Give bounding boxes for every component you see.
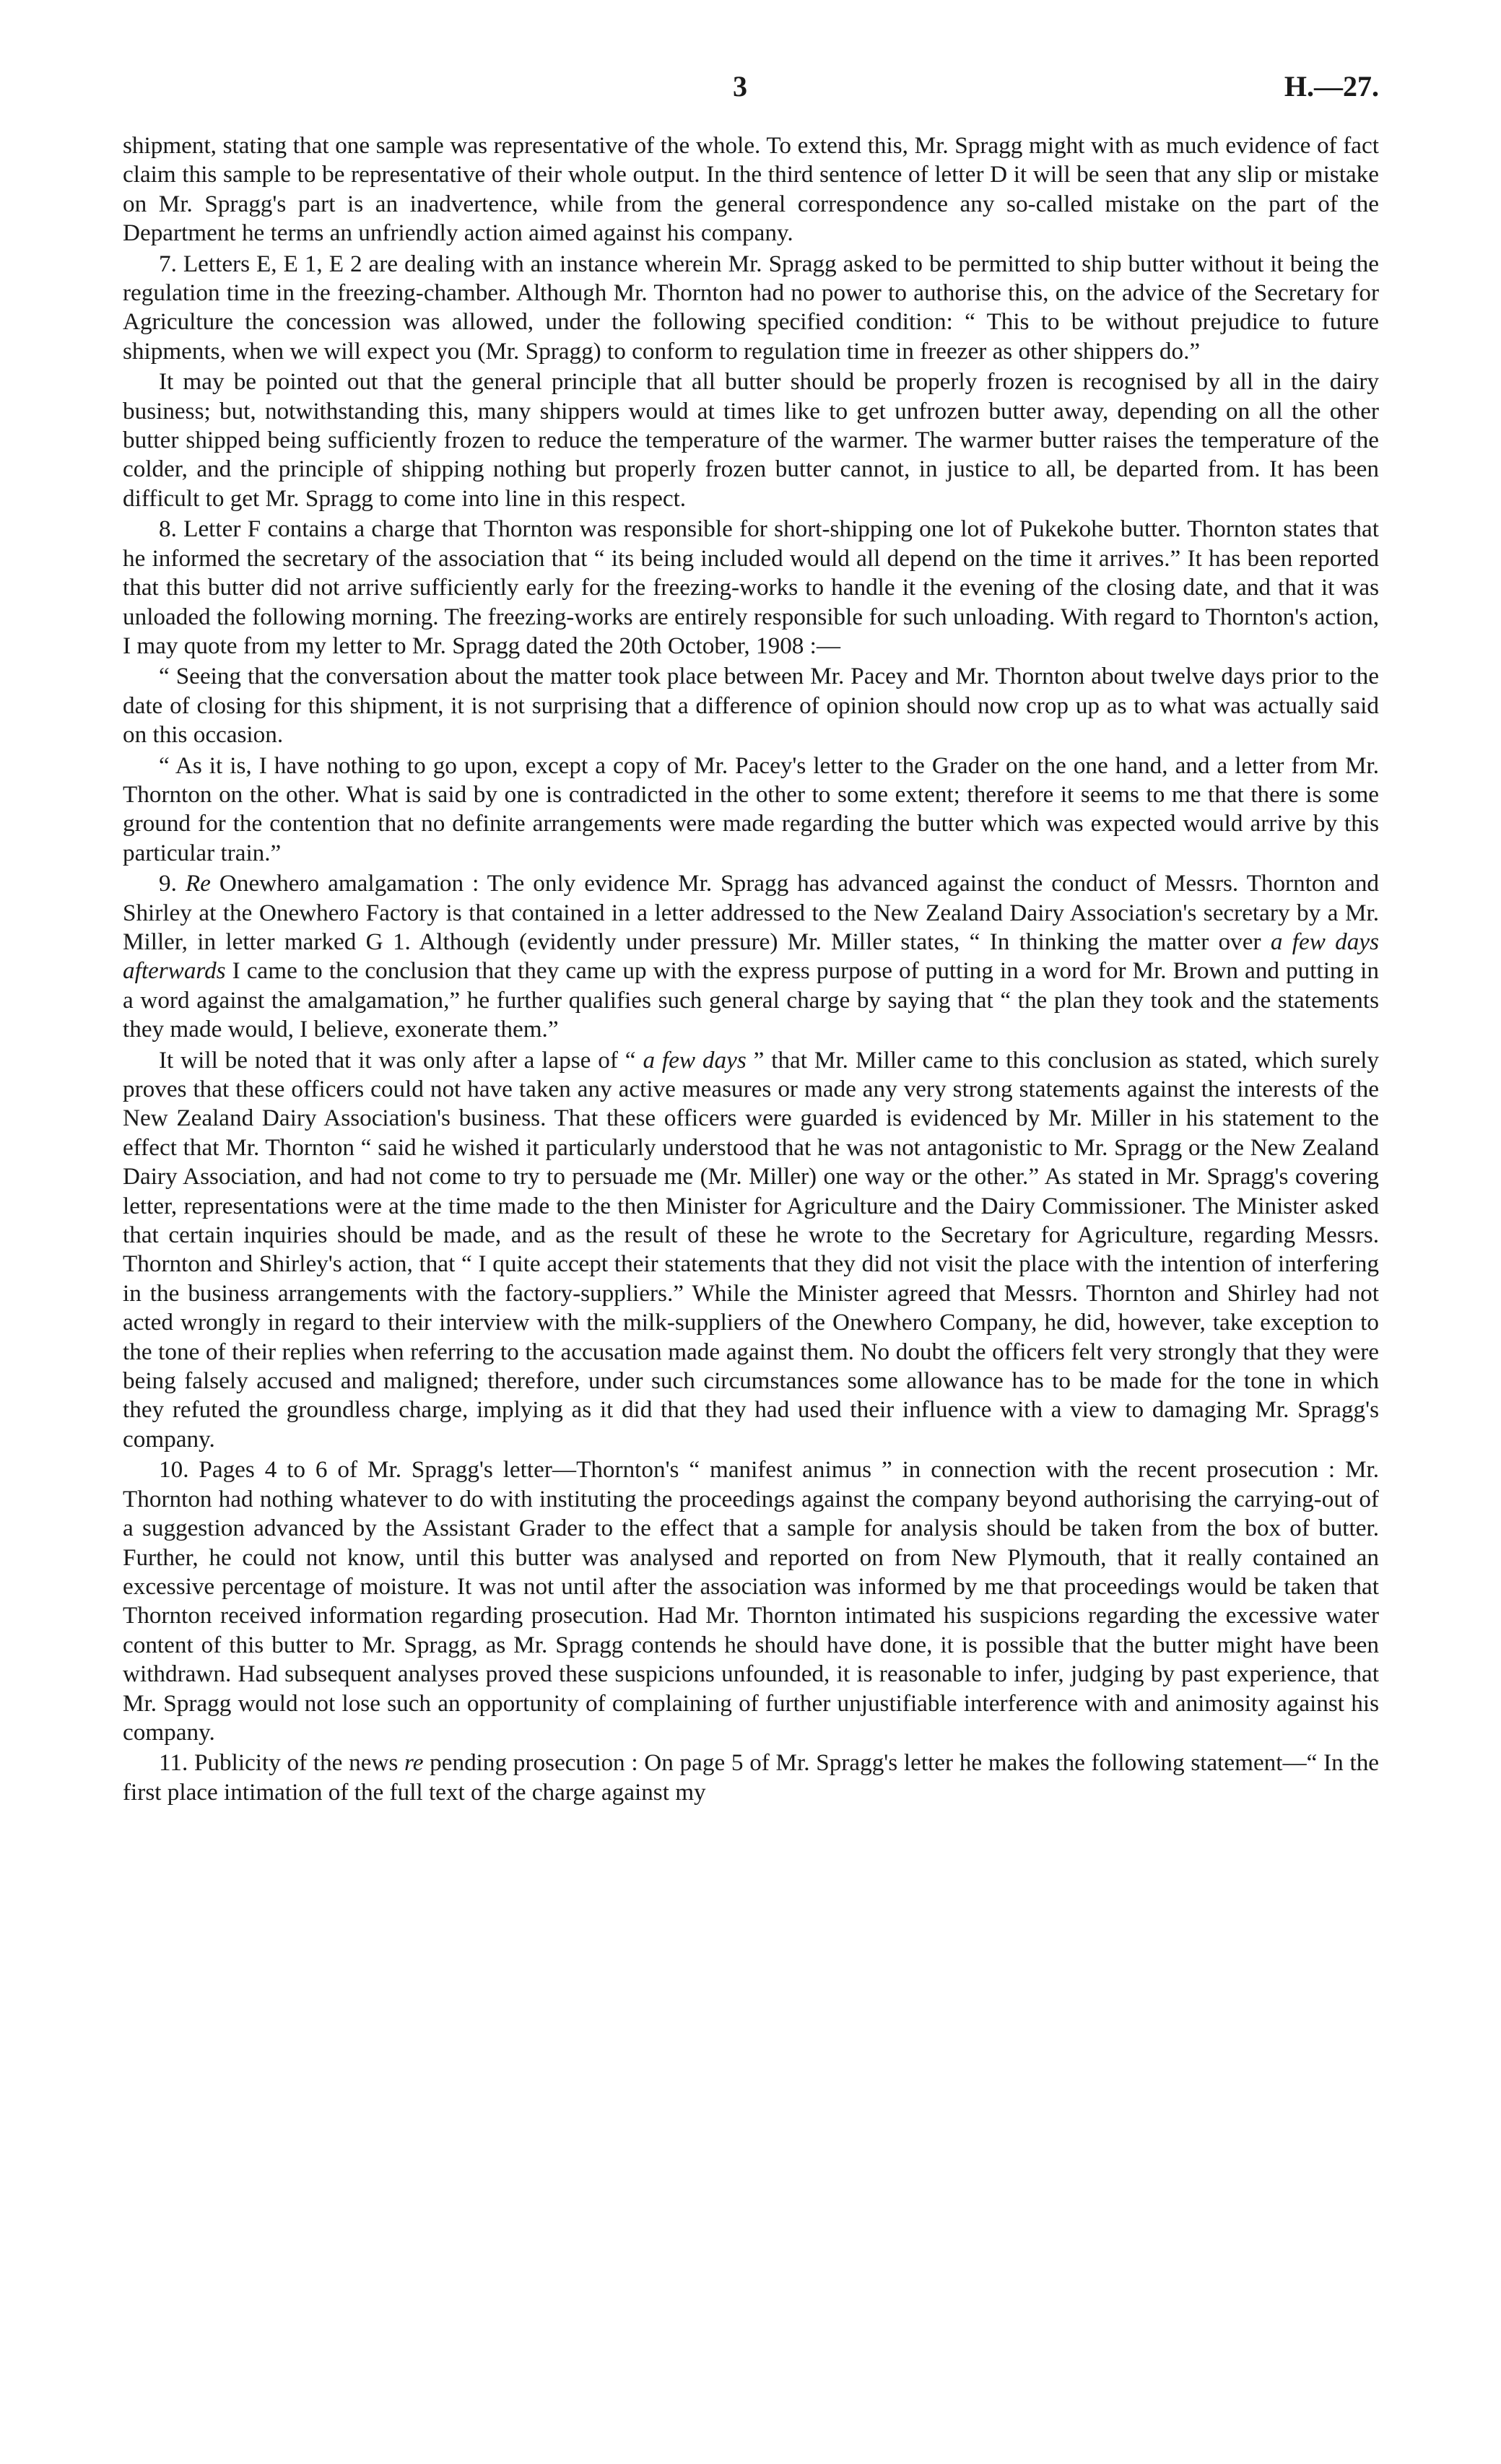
document-page [123, 72, 1379, 1808]
paragraph-9-few-days: a few days afterwards [123, 928, 1380, 985]
paragraph-9b-text-1: It will be noted that it was only after a lapse of “ [159, 1046, 643, 1074]
paragraph-11 [123, 1749, 1379, 1807]
paragraph-continuation: shipment, stating that one sample was representative of the whole. To extend this, Mr. Spragg might with as much evidence of fact claim this sample to be representative of their whole output. In the third sentence of letter D it will be seen that any slip or mistake on Mr. Spragg's part is an inadvertence, while from the general correspondence any so-called mistake on the part of the Department he terms an unfriendly action aimed against his company. [123, 132, 1379, 247]
paragraph-7: 7. Letters E, E 1, E 2 are dealing with an instance wherein Mr. Spragg asked to be permitted to ship butter without it being the regulation time in the freezing-chamber. Although Mr. Thornton had no power to authorise this, on the advice of the Secretary for Agriculture the concession was allowed, under the following specified condition: “ This to be without prejudice to future shipments, when we will expect you (Mr. Spragg) to conform to regulation time in freezer as other shippers do.” [123, 250, 1379, 365]
page-number: 3 [733, 70, 747, 103]
paragraph-9-continued [123, 1046, 1379, 1455]
document-reference: H.—27. [1284, 70, 1379, 103]
paragraph-9-text-1: Onewhero amalgamation : The only evidence Mr. Spragg has advanced against the conduct of Messrs. Thornton and Shirley at the Onewhero Factory is that contained in a letter addressed to the New Zealand Dairy Association's secretary by a Mr. Miller, in letter marked G 1. Although (evidently under pressure) Mr. Miller states, “ In thinking the matter over [123, 870, 1380, 955]
page-header [123, 72, 1379, 123]
paragraph-9-text-2: I came to the conclusion that they came up with the express purpose of putting in a word for Mr. Brown and putting in a word against the amalgamation,” he further qualifies such general charge by saying that “ the plan they took and the statements they made would, I believe, exonerate them.” [123, 957, 1379, 1043]
paragraph-9b-few-days: a few days [643, 1046, 747, 1074]
paragraph-11-re: re [404, 1749, 424, 1777]
quotation-2: “ As it is, I have nothing to go upon, except a copy of Mr. Pacey's letter to the Grader on the one hand, and a letter from Mr. Thornton on the other. What is said by one is contradicted in the other to some extent; therefore it seems to me that there is some ground for the contention that no definite arrangements were made regarding the butter which was expected would arrive by this particular train.” [123, 752, 1379, 866]
paragraph-10: 10. Pages 4 to 6 of Mr. Spragg's letter—Thornton's “ manifest animus ” in connection with the recent prosecution : Mr. Thornton had nothing whatever to do with instituting the proceedings against the company beyond authorising the carrying-out of a suggestion advanced by the Assistant Grader to the effect that a sample for analysis should be taken from the box of butter. Further, he could not know, until this butter was analysed and reported on from New Plymouth, that it really contained an excessive percentage of moisture. It was not until after the association was informed by me that proceedings would be taken that Thornton received information regarding prosecution. Had Mr. Thornton intimated his suspicions regarding the excessive water content of this butter to Mr. Spragg, as Mr. Spragg contends he should have done, it is possible that the butter might have been withdrawn. Had subsequent analyses proved these suspicions unfounded, it is reasonable to infer, judging by past experience, that Mr. Spragg would not lose such an opportunity of complaining of further unjustifiable interference with and animosity against his company. [123, 1456, 1379, 1746]
paragraph-9-re: Re [185, 870, 211, 897]
paragraph-9 [123, 869, 1379, 1044]
paragraph-11-text-1: 11. Publicity of the news [159, 1749, 405, 1777]
paragraph-8: 8. Letter F contains a charge that Thornton was responsible for short-shipping one lot of Pukekohe butter. Thornton states that he informed the secretary of the association that “ its being included would all depend on the time it arrives.” It has been reported that this butter did not arrive sufficiently early for the freezing-works to handle it the evening of the closing date, and that it was unloaded the following morning. The freezing-works are entirely responsible for such unloading. With regard to Thornton's action, I may quote from my letter to Mr. Spragg dated the 20th October, 1908 :— [123, 515, 1379, 659]
paragraph-9-number: 9. [159, 870, 186, 897]
paragraph-11-text-2: pending prosecution : On page 5 of Mr. Spragg's letter he makes the following statement—“ In the first place intimation of the full text of the charge against my [123, 1749, 1380, 1806]
paragraph-7-continued: It may be pointed out that the general principle that all butter should be properly frozen is recognised by all in the dairy business; but, notwithstanding this, many shippers would at times like to get unfrozen butter away, depending on all the other butter shipped being sufficiently frozen to reduce the temperature of the warmer. The warmer butter raises the temperature of the colder, and the principle of shipping nothing but properly frozen butter cannot, in justice to all, be departed from. It has been difficult to get Mr. Spragg to come into line in this respect. [123, 368, 1379, 512]
paragraph-9b-text-2: ” that Mr. Miller came to this conclusion as stated, which surely proves that these officers could not have taken any active measures or made any very strong statements against the interests of the New Zealand Dairy Association's business. That these officers were guarded is evidenced by Mr. Miller in his statement to the effect that Mr. Thornton “ said he wished it particularly understood that he was not antagonistic to Mr. Spragg or the New Zealand Dairy Association, and had not come to try to persuade me (Mr. Miller) one way or the other.” As stated in Mr. Spragg's covering letter, representations were at the time made to the then Minister for Agriculture and the Dairy Commissioner. The Minister asked that certain inquiries should be made, and as the result of these he wrote to the Secretary for Agriculture, regarding Messrs. Thornton and Shirley's action, that “ I quite accept their statements that they did not visit the place with the intention of interfering in the business arrangements with the factory-suppliers.” While the Minister agreed that Messrs. Thornton and Shirley had not acted wrongly in regard to their interview with the milk-suppliers of the Onewhero Company, he did, however, take exception to the tone of their replies when referring to the accusation made against them. No doubt the officers felt very strongly that they were being falsely accused and maligned; therefore, under such circumstances some allowance has to be made for the tone in which they refuted the groundless charge, implying as it did that they had used their influence with a view to damaging Mr. Spragg's company. [123, 1046, 1380, 1453]
quotation-1: “ Seeing that the conversation about the matter took place between Mr. Pacey and Mr. Thornton about twelve days prior to the date of closing for this shipment, it is not surprising that a difference of opinion should now crop up as to what was actually said on this occasion. [123, 663, 1379, 749]
